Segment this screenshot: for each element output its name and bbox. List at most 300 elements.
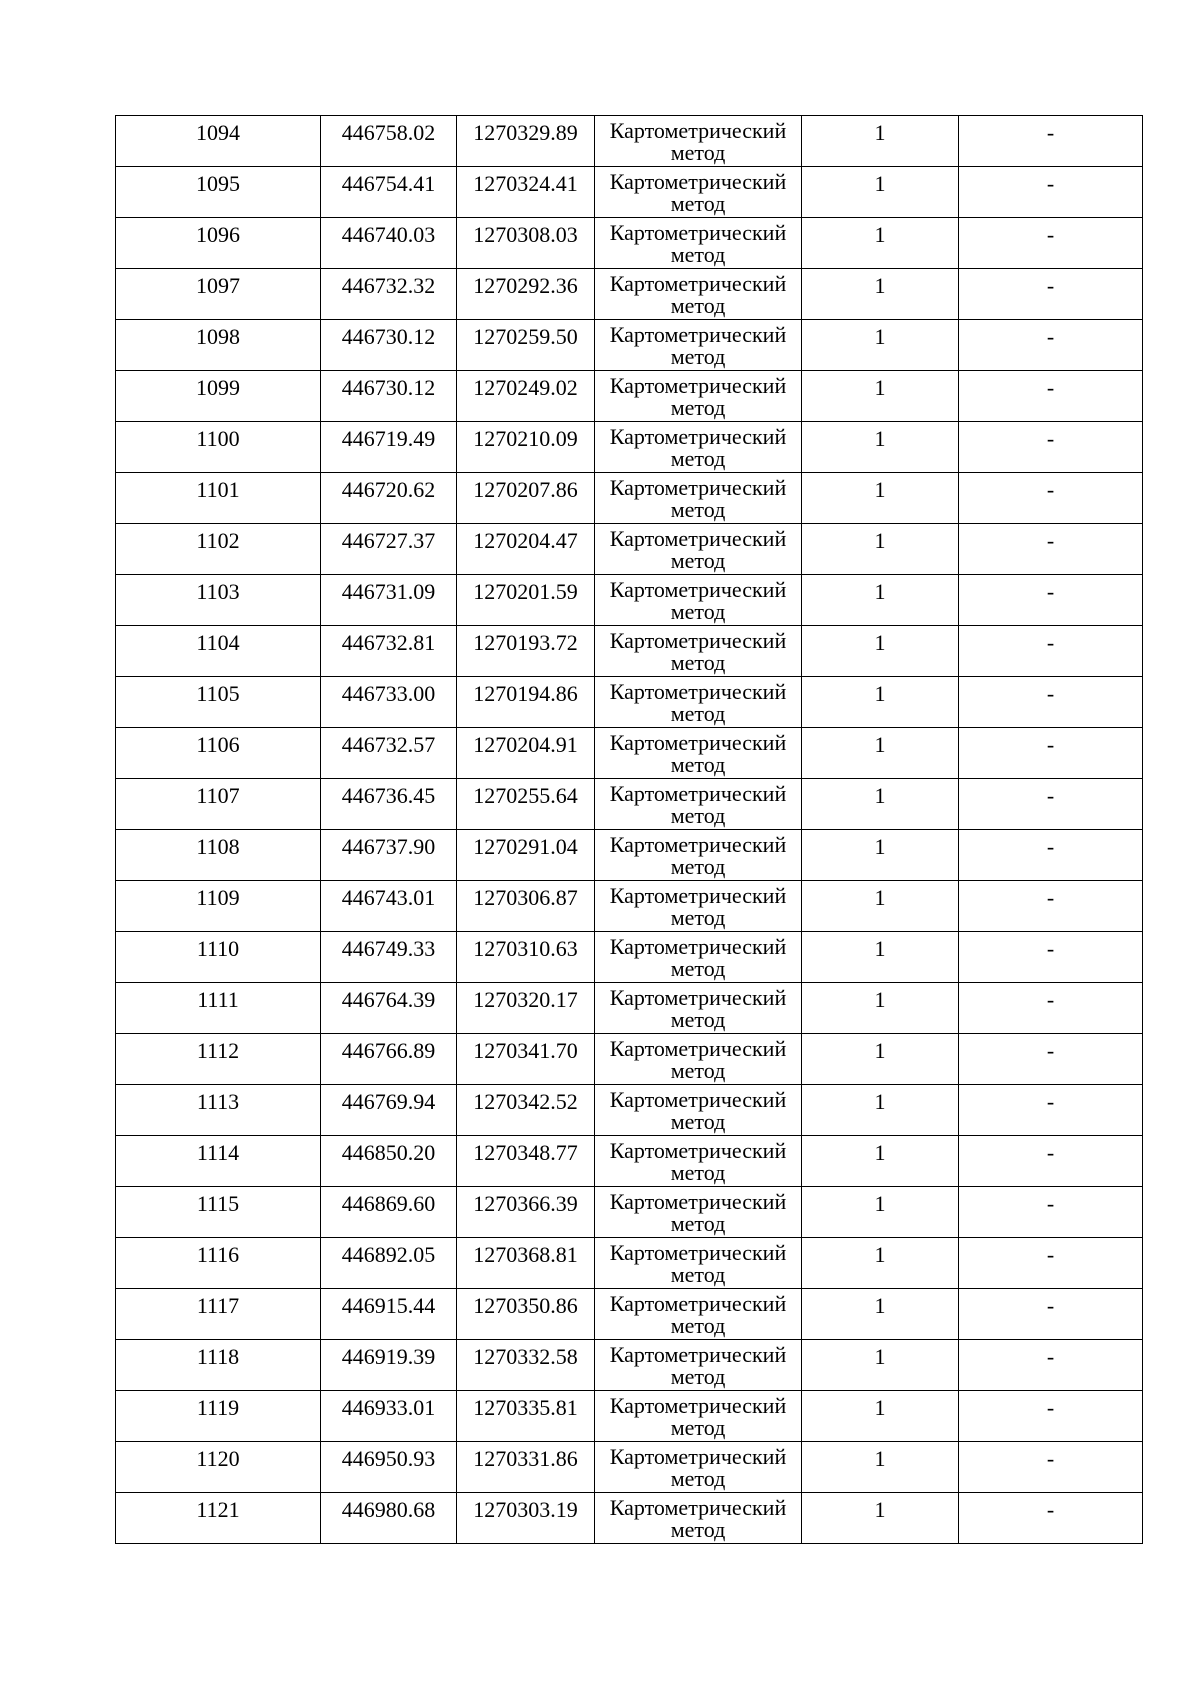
table-row: [116, 1442, 1143, 1493]
method-cell-text: Картометрический метод: [609, 883, 787, 930]
point-number-cell-text: 1108: [196, 834, 240, 859]
note-cell: [959, 677, 1143, 728]
x-coordinate-cell-text: 446764.39: [341, 987, 436, 1012]
table-row: [116, 626, 1143, 677]
method-cell: [595, 218, 802, 269]
x-coordinate-cell-text: 446758.02: [341, 120, 436, 145]
accuracy-cell-text: 1: [874, 1089, 886, 1114]
note-cell-text: -: [1046, 885, 1055, 910]
note-cell-text: -: [1046, 987, 1055, 1012]
note-cell-text: -: [1046, 1089, 1055, 1114]
method-cell: [595, 524, 802, 575]
note-cell-text: -: [1046, 426, 1055, 451]
accuracy-cell-text: 1: [874, 1191, 886, 1216]
y-coordinate-cell: [457, 1136, 595, 1187]
point-number-cell-text: 1099: [196, 375, 240, 400]
point-number-cell: [116, 881, 321, 932]
method-cell: [595, 473, 802, 524]
note-cell-text: -: [1046, 528, 1055, 553]
point-number-cell-text: 1110: [196, 936, 240, 961]
method-cell: [595, 1391, 802, 1442]
x-coordinate-cell: [321, 422, 457, 473]
accuracy-cell: [802, 881, 959, 932]
point-number-cell: [116, 626, 321, 677]
note-cell-text: -: [1046, 681, 1055, 706]
note-cell: [959, 626, 1143, 677]
coordinates-table-body: [116, 116, 1143, 1544]
x-coordinate-cell: [321, 830, 457, 881]
y-coordinate-cell-text: 1270291.04: [473, 834, 578, 859]
point-number-cell: [116, 983, 321, 1034]
point-number-cell: [116, 473, 321, 524]
method-cell: [595, 320, 802, 371]
table-row: [116, 983, 1143, 1034]
point-number-cell: [116, 524, 321, 575]
table-row: [116, 932, 1143, 983]
table-row: [116, 167, 1143, 218]
x-coordinate-cell: [321, 473, 457, 524]
x-coordinate-cell: [321, 1238, 457, 1289]
note-cell-text: -: [1046, 324, 1055, 349]
x-coordinate-cell: [321, 575, 457, 626]
method-cell: [595, 167, 802, 218]
point-number-cell-text: 1112: [196, 1038, 240, 1063]
point-number-cell: [116, 1238, 321, 1289]
accuracy-cell: [802, 1442, 959, 1493]
point-number-cell-text: 1121: [196, 1497, 240, 1522]
accuracy-cell-text: 1: [874, 834, 886, 859]
accuracy-cell: [802, 473, 959, 524]
point-number-cell-text: 1114: [196, 1140, 240, 1165]
x-coordinate-cell-text: 446769.94: [341, 1089, 436, 1114]
x-coordinate-cell: [321, 1034, 457, 1085]
x-coordinate-cell: [321, 728, 457, 779]
note-cell-text: -: [1046, 1446, 1055, 1471]
accuracy-cell-text: 1: [874, 477, 886, 502]
note-cell-text: -: [1046, 1293, 1055, 1318]
table-row: [116, 1391, 1143, 1442]
x-coordinate-cell-text: 446754.41: [341, 171, 436, 196]
point-number-cell-text: 1103: [196, 579, 240, 604]
point-number-cell: [116, 116, 321, 167]
point-number-cell: [116, 320, 321, 371]
note-cell-text: -: [1046, 783, 1055, 808]
table-row: [116, 218, 1143, 269]
accuracy-cell: [802, 677, 959, 728]
y-coordinate-cell: [457, 422, 595, 473]
note-cell: [959, 218, 1143, 269]
point-number-cell: [116, 830, 321, 881]
x-coordinate-cell-text: 446749.33: [341, 936, 436, 961]
accuracy-cell-text: 1: [874, 579, 886, 604]
point-number-cell-text: 1118: [196, 1344, 240, 1369]
accuracy-cell: [802, 1493, 959, 1544]
accuracy-cell: [802, 320, 959, 371]
method-cell-text: Картометрический метод: [609, 679, 787, 726]
table-row: [116, 881, 1143, 932]
x-coordinate-cell: [321, 371, 457, 422]
point-number-cell-text: 1111: [197, 987, 239, 1012]
y-coordinate-cell: [457, 269, 595, 320]
y-coordinate-cell-text: 1270306.87: [473, 885, 578, 910]
method-cell-text: Картометрический метод: [609, 1393, 787, 1440]
table-row: [116, 473, 1143, 524]
note-cell: [959, 116, 1143, 167]
point-number-cell: [116, 1289, 321, 1340]
accuracy-cell-text: 1: [874, 1140, 886, 1165]
point-number-cell-text: 1097: [196, 273, 240, 298]
point-number-cell: [116, 1493, 321, 1544]
note-cell: [959, 371, 1143, 422]
accuracy-cell: [802, 728, 959, 779]
method-cell-text: Картометрический метод: [609, 1240, 787, 1287]
accuracy-cell-text: 1: [874, 1038, 886, 1063]
note-cell-text: -: [1046, 171, 1055, 196]
accuracy-cell-text: 1: [874, 324, 886, 349]
method-cell-text: Картометрический метод: [609, 577, 787, 624]
y-coordinate-cell: [457, 1493, 595, 1544]
table-row: [116, 1187, 1143, 1238]
table-row: [116, 1289, 1143, 1340]
y-coordinate-cell-text: 1270259.50: [473, 324, 578, 349]
accuracy-cell: [802, 371, 959, 422]
x-coordinate-cell: [321, 626, 457, 677]
y-coordinate-cell: [457, 1340, 595, 1391]
method-cell: [595, 830, 802, 881]
x-coordinate-cell: [321, 1187, 457, 1238]
accuracy-cell: [802, 116, 959, 167]
method-cell-text: Картометрический метод: [609, 985, 787, 1032]
note-cell-text: -: [1046, 375, 1055, 400]
accuracy-cell: [802, 779, 959, 830]
method-cell-text: Картометрический метод: [609, 424, 787, 471]
point-number-cell: [116, 575, 321, 626]
x-coordinate-cell-text: 446732.32: [341, 273, 436, 298]
x-coordinate-cell: [321, 881, 457, 932]
point-number-cell: [116, 1085, 321, 1136]
point-number-cell-text: 1102: [196, 528, 240, 553]
point-number-cell: [116, 1187, 321, 1238]
method-cell-text: Картометрический метод: [609, 169, 787, 216]
accuracy-cell: [802, 167, 959, 218]
table-row: [116, 830, 1143, 881]
method-cell: [595, 932, 802, 983]
table-row: [116, 1085, 1143, 1136]
y-coordinate-cell-text: 1270366.39: [473, 1191, 578, 1216]
method-cell-text: Картометрический метод: [609, 1189, 787, 1236]
y-coordinate-cell-text: 1270204.47: [473, 528, 578, 553]
x-coordinate-cell-text: 446740.03: [341, 222, 436, 247]
y-coordinate-cell-text: 1270193.72: [473, 630, 578, 655]
point-number-cell-text: 1105: [196, 681, 240, 706]
point-number-cell: [116, 1136, 321, 1187]
method-cell-text: Картометрический метод: [609, 526, 787, 573]
method-cell: [595, 1034, 802, 1085]
method-cell: [595, 1136, 802, 1187]
note-cell-text: -: [1046, 477, 1055, 502]
method-cell-text: Картометрический метод: [609, 1342, 787, 1389]
accuracy-cell: [802, 1391, 959, 1442]
note-cell-text: -: [1046, 273, 1055, 298]
accuracy-cell-text: 1: [874, 375, 886, 400]
point-number-cell: [116, 218, 321, 269]
x-coordinate-cell-text: 446736.45: [341, 783, 436, 808]
point-number-cell-text: 1101: [196, 477, 240, 502]
y-coordinate-cell-text: 1270335.81: [473, 1395, 578, 1420]
method-cell: [595, 1085, 802, 1136]
x-coordinate-cell-text: 446915.44: [341, 1293, 436, 1318]
y-coordinate-cell-text: 1270201.59: [473, 579, 578, 604]
method-cell-text: Картометрический метод: [609, 271, 787, 318]
note-cell-text: -: [1046, 120, 1055, 145]
note-cell: [959, 983, 1143, 1034]
note-cell: [959, 167, 1143, 218]
y-coordinate-cell: [457, 575, 595, 626]
accuracy-cell-text: 1: [874, 1293, 886, 1318]
point-number-cell: [116, 1391, 321, 1442]
y-coordinate-cell-text: 1270210.09: [473, 426, 578, 451]
note-cell: [959, 1034, 1143, 1085]
method-cell-text: Картометрический метод: [609, 322, 787, 369]
y-coordinate-cell-text: 1270342.52: [473, 1089, 578, 1114]
x-coordinate-cell: [321, 1493, 457, 1544]
accuracy-cell: [802, 1289, 959, 1340]
y-coordinate-cell-text: 1270341.70: [473, 1038, 578, 1063]
note-cell-text: -: [1046, 222, 1055, 247]
y-coordinate-cell-text: 1270331.86: [473, 1446, 578, 1471]
method-cell-text: Картометрический метод: [609, 1087, 787, 1134]
y-coordinate-cell-text: 1270207.86: [473, 477, 578, 502]
y-coordinate-cell: [457, 881, 595, 932]
y-coordinate-cell-text: 1270324.41: [473, 171, 578, 196]
y-coordinate-cell-text: 1270204.91: [473, 732, 578, 757]
x-coordinate-cell-text: 446732.81: [341, 630, 436, 655]
method-cell-text: Картометрический метод: [609, 628, 787, 675]
table-row: [116, 320, 1143, 371]
y-coordinate-cell: [457, 1289, 595, 1340]
accuracy-cell-text: 1: [874, 120, 886, 145]
y-coordinate-cell: [457, 1034, 595, 1085]
method-cell-text: Картометрический метод: [609, 1138, 787, 1185]
method-cell: [595, 1289, 802, 1340]
method-cell: [595, 116, 802, 167]
table-row: [116, 422, 1143, 473]
point-number-cell: [116, 269, 321, 320]
x-coordinate-cell-text: 446933.01: [341, 1395, 436, 1420]
x-coordinate-cell-text: 446869.60: [341, 1191, 436, 1216]
method-cell: [595, 575, 802, 626]
y-coordinate-cell: [457, 728, 595, 779]
accuracy-cell-text: 1: [874, 630, 886, 655]
point-number-cell: [116, 422, 321, 473]
x-coordinate-cell: [321, 167, 457, 218]
x-coordinate-cell-text: 446720.62: [341, 477, 436, 502]
table-row: [116, 575, 1143, 626]
point-number-cell-text: 1095: [196, 171, 240, 196]
x-coordinate-cell: [321, 932, 457, 983]
table-row: [116, 116, 1143, 167]
method-cell-text: Картометрический метод: [609, 781, 787, 828]
method-cell-text: Картометрический метод: [609, 1495, 787, 1542]
x-coordinate-cell-text: 446919.39: [341, 1344, 436, 1369]
accuracy-cell-text: 1: [874, 273, 886, 298]
point-number-cell-text: 1113: [196, 1089, 240, 1114]
accuracy-cell: [802, 626, 959, 677]
method-cell: [595, 1493, 802, 1544]
note-cell: [959, 932, 1143, 983]
note-cell-text: -: [1046, 1242, 1055, 1267]
method-cell: [595, 1187, 802, 1238]
method-cell: [595, 983, 802, 1034]
accuracy-cell-text: 1: [874, 426, 886, 451]
note-cell: [959, 1340, 1143, 1391]
accuracy-cell: [802, 524, 959, 575]
x-coordinate-cell: [321, 116, 457, 167]
accuracy-cell: [802, 269, 959, 320]
note-cell: [959, 1238, 1143, 1289]
x-coordinate-cell-text: 446766.89: [341, 1038, 436, 1063]
table-row: [116, 524, 1143, 575]
accuracy-cell: [802, 422, 959, 473]
table-row: [116, 1238, 1143, 1289]
x-coordinate-cell-text: 446743.01: [341, 885, 436, 910]
accuracy-cell-text: 1: [874, 1242, 886, 1267]
y-coordinate-cell: [457, 932, 595, 983]
method-cell-text: Картометрический метод: [609, 934, 787, 981]
x-coordinate-cell-text: 446980.68: [341, 1497, 436, 1522]
accuracy-cell-text: 1: [874, 732, 886, 757]
point-number-cell-text: 1106: [196, 732, 240, 757]
x-coordinate-cell-text: 446737.90: [341, 834, 436, 859]
accuracy-cell: [802, 983, 959, 1034]
point-number-cell-text: 1100: [196, 426, 240, 451]
note-cell-text: -: [1046, 1038, 1055, 1063]
y-coordinate-cell: [457, 473, 595, 524]
table-row: [116, 728, 1143, 779]
x-coordinate-cell-text: 446730.12: [341, 324, 436, 349]
method-cell-text: Картометрический метод: [609, 475, 787, 522]
method-cell-text: Картометрический метод: [609, 1036, 787, 1083]
note-cell-text: -: [1046, 936, 1055, 961]
x-coordinate-cell: [321, 1289, 457, 1340]
x-coordinate-cell-text: 446732.57: [341, 732, 436, 757]
y-coordinate-cell: [457, 830, 595, 881]
method-cell-text: Картометрический метод: [609, 832, 787, 879]
method-cell: [595, 881, 802, 932]
point-number-cell: [116, 932, 321, 983]
y-coordinate-cell-text: 1270320.17: [473, 987, 578, 1012]
point-number-cell: [116, 1442, 321, 1493]
y-coordinate-cell: [457, 1442, 595, 1493]
y-coordinate-cell-text: 1270350.86: [473, 1293, 578, 1318]
x-coordinate-cell: [321, 269, 457, 320]
y-coordinate-cell: [457, 1085, 595, 1136]
table-row: [116, 371, 1143, 422]
point-number-cell-text: 1109: [196, 885, 240, 910]
accuracy-cell-text: 1: [874, 885, 886, 910]
point-number-cell: [116, 677, 321, 728]
accuracy-cell-text: 1: [874, 783, 886, 808]
method-cell: [595, 422, 802, 473]
method-cell: [595, 728, 802, 779]
accuracy-cell: [802, 1238, 959, 1289]
x-coordinate-cell-text: 446727.37: [341, 528, 436, 553]
x-coordinate-cell-text: 446950.93: [341, 1446, 436, 1471]
note-cell: [959, 320, 1143, 371]
x-coordinate-cell-text: 446730.12: [341, 375, 436, 400]
point-number-cell-text: 1115: [196, 1191, 240, 1216]
y-coordinate-cell: [457, 167, 595, 218]
y-coordinate-cell-text: 1270332.58: [473, 1344, 578, 1369]
note-cell-text: -: [1046, 1140, 1055, 1165]
y-coordinate-cell: [457, 1187, 595, 1238]
method-cell: [595, 1442, 802, 1493]
y-coordinate-cell-text: 1270329.89: [473, 120, 578, 145]
method-cell-text: Картометрический метод: [609, 1444, 787, 1491]
y-coordinate-cell: [457, 1238, 595, 1289]
y-coordinate-cell: [457, 218, 595, 269]
note-cell: [959, 422, 1143, 473]
x-coordinate-cell: [321, 218, 457, 269]
point-number-cell-text: 1104: [196, 630, 240, 655]
x-coordinate-cell: [321, 1442, 457, 1493]
table-row: [116, 677, 1143, 728]
accuracy-cell: [802, 1085, 959, 1136]
point-number-cell: [116, 1340, 321, 1391]
accuracy-cell: [802, 830, 959, 881]
note-cell: [959, 524, 1143, 575]
accuracy-cell: [802, 1187, 959, 1238]
method-cell: [595, 269, 802, 320]
method-cell-text: Картометрический метод: [609, 1291, 787, 1338]
y-coordinate-cell-text: 1270292.36: [473, 273, 578, 298]
note-cell: [959, 269, 1143, 320]
y-coordinate-cell-text: 1270368.81: [473, 1242, 578, 1267]
note-cell: [959, 575, 1143, 626]
note-cell-text: -: [1046, 630, 1055, 655]
note-cell: [959, 473, 1143, 524]
accuracy-cell-text: 1: [874, 1446, 886, 1471]
y-coordinate-cell: [457, 677, 595, 728]
note-cell-text: -: [1046, 732, 1055, 757]
table-row: [116, 269, 1143, 320]
x-coordinate-cell: [321, 524, 457, 575]
point-number-cell-text: 1107: [196, 783, 240, 808]
accuracy-cell-text: 1: [874, 1497, 886, 1522]
table-row: [116, 1034, 1143, 1085]
note-cell: [959, 728, 1143, 779]
accuracy-cell-text: 1: [874, 987, 886, 1012]
method-cell: [595, 371, 802, 422]
x-coordinate-cell: [321, 320, 457, 371]
accuracy-cell-text: 1: [874, 222, 886, 247]
x-coordinate-cell-text: 446719.49: [341, 426, 436, 451]
note-cell-text: -: [1046, 1191, 1055, 1216]
note-cell: [959, 1289, 1143, 1340]
method-cell: [595, 1238, 802, 1289]
accuracy-cell: [802, 932, 959, 983]
point-number-cell-text: 1098: [196, 324, 240, 349]
accuracy-cell: [802, 1034, 959, 1085]
x-coordinate-cell-text: 446731.09: [341, 579, 436, 604]
point-number-cell: [116, 728, 321, 779]
method-cell-text: Картометрический метод: [609, 118, 787, 165]
y-coordinate-cell: [457, 116, 595, 167]
method-cell: [595, 626, 802, 677]
accuracy-cell-text: 1: [874, 171, 886, 196]
note-cell: [959, 830, 1143, 881]
accuracy-cell-text: 1: [874, 1395, 886, 1420]
